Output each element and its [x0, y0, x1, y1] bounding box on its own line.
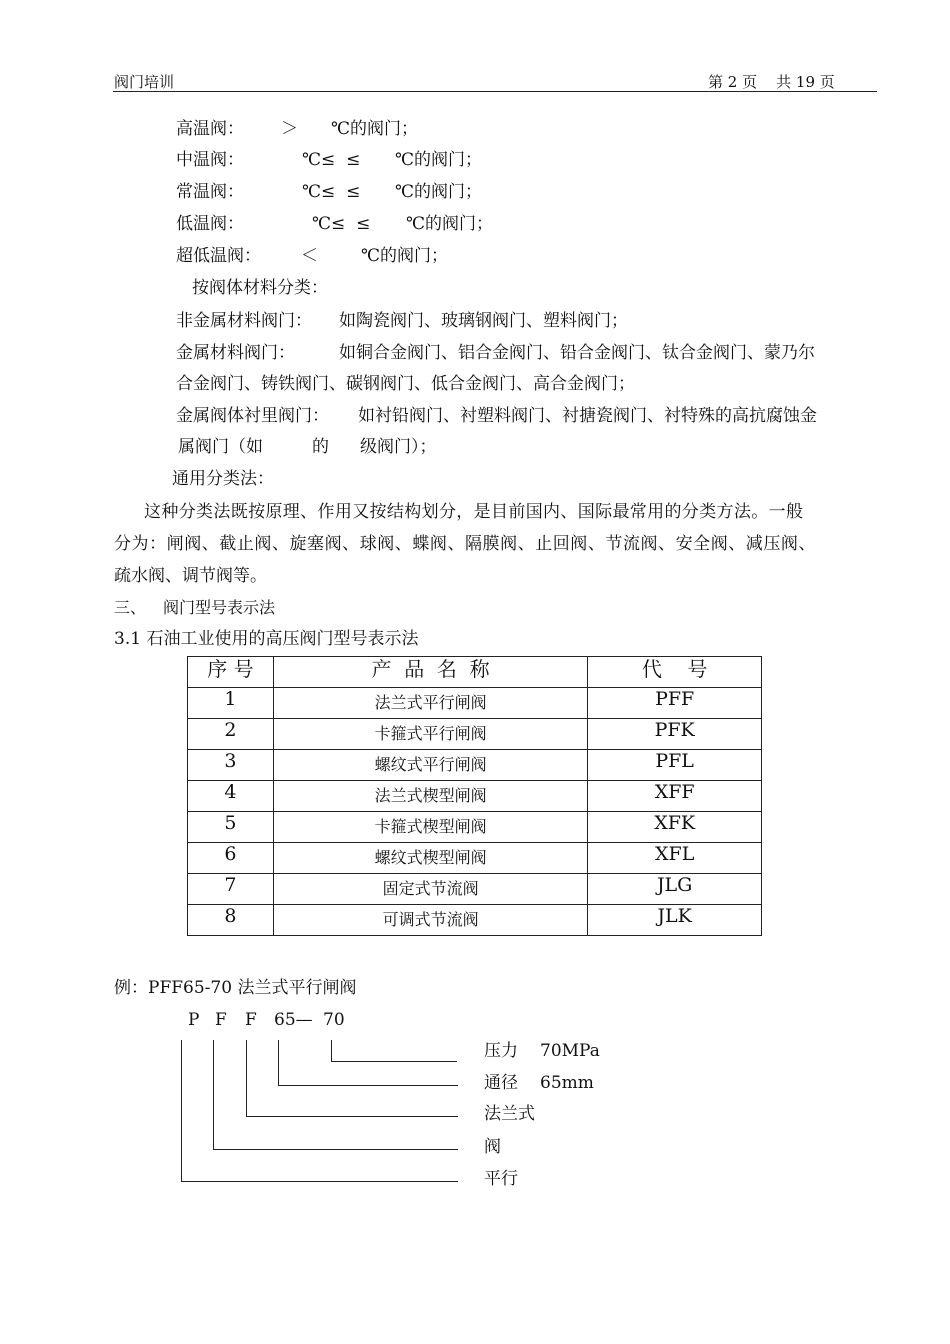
header-page-info: 第 2 页 共 19 页 — [708, 73, 835, 91]
temp-mid-label: 中温阀： — [176, 150, 244, 170]
label-valve: 阀 — [484, 1137, 501, 1157]
row-product-name: 卡箍式楔型闸阀 — [273, 812, 587, 843]
paragraph-line-1: 这种分类法既按原理、作用又按结构划分，是目前国内、国际最常用的分类方法。一般 — [144, 502, 804, 522]
label-flange: 法兰式 — [484, 1104, 535, 1124]
section-title: 阀门型号表示法 — [163, 598, 276, 617]
header-rule — [113, 91, 877, 92]
row-serial: 6 — [188, 843, 274, 874]
table-row — [188, 750, 762, 781]
row-serial: 4 — [188, 781, 274, 812]
lined-text-cont-c: 级阀门）； — [360, 437, 437, 457]
code-part-f1: F — [215, 1010, 227, 1030]
row-product-name: 法兰式楔型闸阀 — [273, 781, 587, 812]
model-code-table — [187, 656, 762, 936]
code-part-pressure: 70 — [323, 1010, 345, 1030]
row-code: XFL — [588, 843, 762, 874]
nonmetal-label: 非金属材料阀门： — [176, 311, 312, 331]
connector-flange-vertical — [246, 1040, 247, 1117]
paragraph-line-3: 疏水阀、调节阀等。 — [114, 566, 267, 586]
connector-pressure-vertical — [331, 1040, 332, 1062]
header-doc-title: 阀门培训 — [114, 73, 175, 91]
label-bore: 通径 — [484, 1073, 518, 1093]
connector-valve-horizontal — [213, 1149, 458, 1150]
connector-valve-vertical — [213, 1040, 214, 1150]
temp-normal-op: ℃≤ ≤ — [302, 182, 361, 202]
row-product-name: 螺纹式楔型闸阀 — [273, 843, 587, 874]
paragraph-line-2: 分为：闸阀、截止阀、旋塞阀、球阀、蝶阀、隔膜阀、止回阀、节流阀、安全阀、减压阀、 — [114, 534, 816, 554]
code-part-f2: F — [245, 1010, 257, 1030]
temp-low-label: 低温阀： — [176, 214, 244, 234]
code-part-size: 65— — [274, 1010, 313, 1030]
temp-normal-label: 常温阀： — [176, 182, 244, 202]
subsection-title: 3.1 石油工业使用的高压阀门型号表示法 — [114, 629, 419, 649]
header-product-name: 产 品 名 称 — [273, 657, 587, 688]
row-code: PFL — [588, 750, 762, 781]
connector-bore-vertical — [278, 1040, 279, 1086]
row-code: PFF — [588, 688, 762, 719]
label-pressure: 压力 — [484, 1041, 518, 1061]
nonmetal-text: 如陶瓷阀门、玻璃钢阀门、塑料阀门； — [339, 311, 628, 331]
row-product-name: 卡箍式平行闸阀 — [273, 719, 587, 750]
table-row — [188, 812, 762, 843]
table-row — [188, 843, 762, 874]
section-number: 三、 — [114, 598, 147, 617]
lined-text-cont-a: 属阀门（如 — [178, 437, 263, 457]
row-serial: 5 — [188, 812, 274, 843]
row-product-name: 可调式节流阀 — [273, 905, 587, 936]
lined-label: 金属阀体衬里阀门： — [176, 406, 329, 426]
general-heading: 通用分类法： — [172, 469, 274, 489]
row-serial: 1 — [188, 688, 274, 719]
row-code: PFK — [588, 719, 762, 750]
row-product-name: 固定式节流阀 — [273, 874, 587, 905]
metal-label: 金属材料阀门： — [176, 343, 295, 363]
metal-text: 如铜合金阀门、铝合金阀门、铅合金阀门、钛合金阀门、蒙乃尔 — [339, 343, 815, 363]
connector-pressure-horizontal — [331, 1061, 457, 1062]
table-row — [188, 719, 762, 750]
label-parallel: 平行 — [484, 1169, 518, 1189]
temp-low-tail: ℃的阀门； — [406, 214, 494, 234]
row-code: JLK — [588, 905, 762, 936]
connector-flange-horizontal — [246, 1116, 458, 1117]
row-code: XFF — [588, 781, 762, 812]
code-part-p: P — [188, 1010, 200, 1030]
temp-high-tail: ℃的阀门； — [331, 119, 419, 139]
row-serial: 8 — [188, 905, 274, 936]
row-product-name: 法兰式平行闸阀 — [273, 688, 587, 719]
temp-ultralow-label: 超低温阀： — [176, 246, 261, 266]
temp-mid-op: ℃≤ ≤ — [302, 150, 361, 170]
temp-low-op: ℃≤ ≤ — [312, 214, 371, 234]
connector-parallel-vertical — [181, 1040, 182, 1182]
label-bore-value: 65mm — [540, 1073, 594, 1093]
table-row — [188, 688, 762, 719]
example-title: 例：PFF65-70 法兰式平行闸阀 — [114, 978, 357, 998]
table-row — [188, 905, 762, 936]
temp-ultralow-tail: ℃的阀门； — [361, 246, 449, 266]
label-pressure-value: 70MPa — [540, 1041, 600, 1061]
row-code: XFK — [588, 812, 762, 843]
lined-text-cont-b: 的 — [312, 437, 329, 457]
row-serial: 7 — [188, 874, 274, 905]
temp-high-label: 高温阀： — [176, 119, 244, 139]
metal-text-cont: 合金阀门、铸铁阀门、碳钢阀门、低合金阀门、高合金阀门； — [176, 374, 635, 394]
material-heading: 按阀体材料分类： — [192, 278, 328, 298]
connector-bore-horizontal — [278, 1085, 458, 1086]
header-code: 代 号 — [588, 657, 762, 688]
header-serial: 序 号 — [188, 657, 274, 688]
row-serial: 2 — [188, 719, 274, 750]
connector-parallel-horizontal — [181, 1181, 458, 1182]
temp-mid-tail: ℃的阀门； — [395, 150, 483, 170]
temp-ultralow-op: ＜ — [301, 246, 318, 266]
table-row — [188, 874, 762, 905]
table-header-row — [188, 657, 762, 688]
temp-high-op: ＞ — [281, 119, 298, 139]
lined-text: 如衬铅阀门、衬塑料阀门、衬搪瓷阀门、衬特殊的高抗腐蚀金 — [358, 406, 817, 426]
temp-normal-tail: ℃的阀门； — [395, 182, 483, 202]
row-product-name: 螺纹式平行闸阀 — [273, 750, 587, 781]
table-row — [188, 781, 762, 812]
row-code: JLG — [588, 874, 762, 905]
row-serial: 3 — [188, 750, 274, 781]
